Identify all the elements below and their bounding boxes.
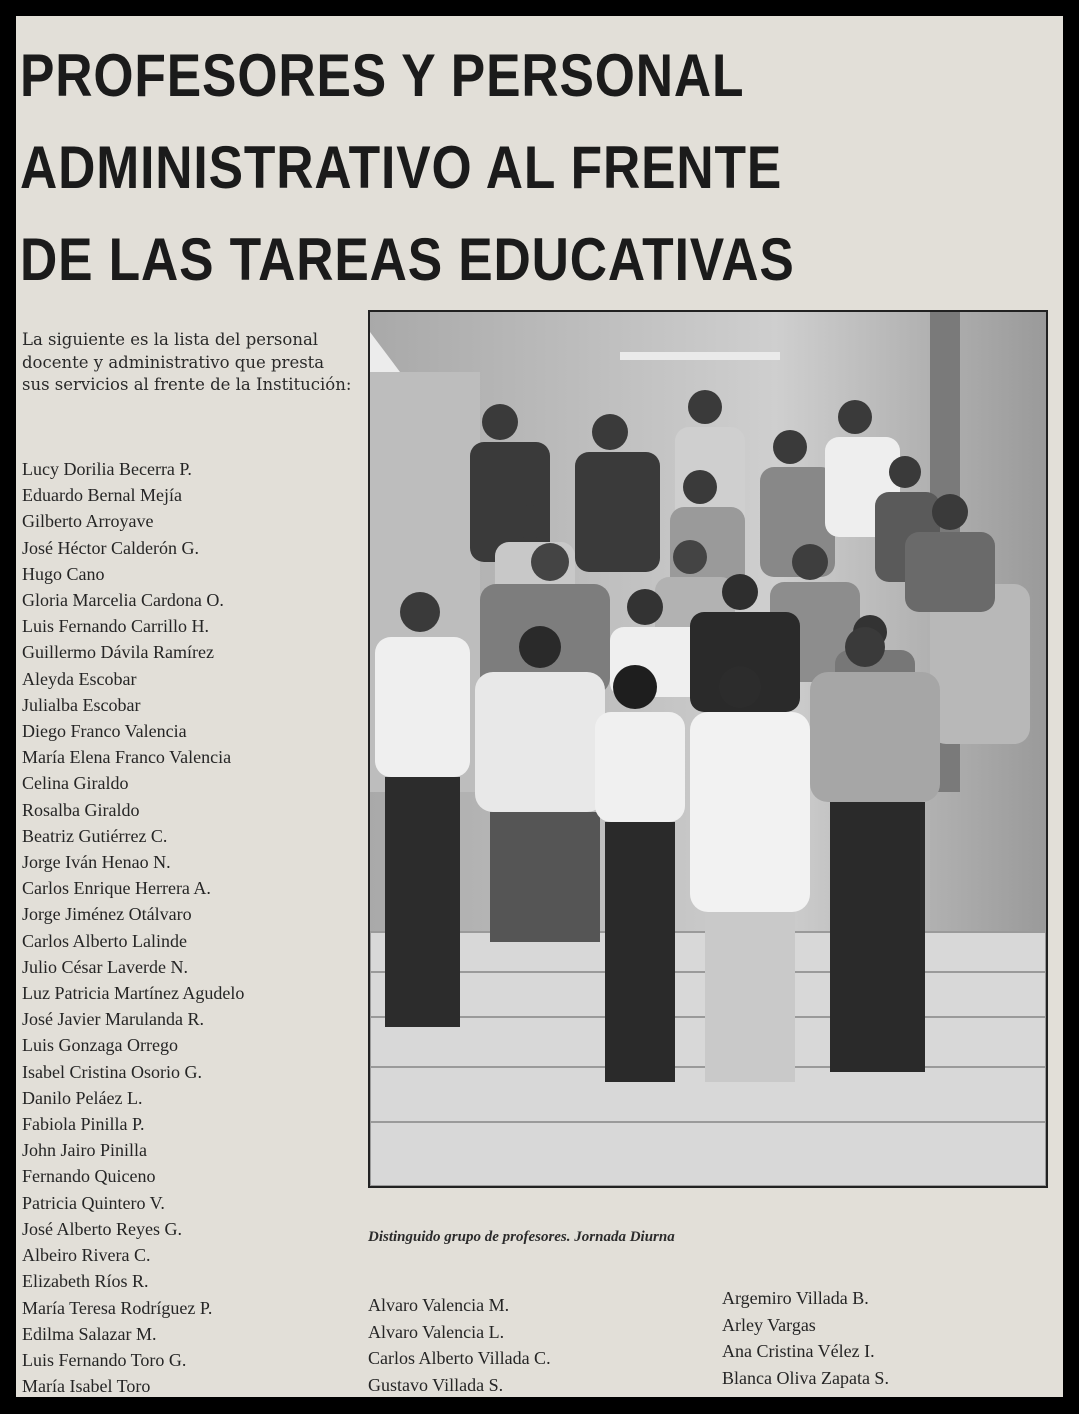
staff-name: Jorge Jiménez Otálvaro — [22, 904, 192, 925]
staff-list-middle — [368, 1292, 698, 1397]
staff-name: Hugo Cano — [22, 563, 105, 584]
staff-name: Beatriz Gutiérrez C. — [22, 825, 168, 846]
staff-name: Isabel Cristina Osorio G. — [22, 1061, 202, 1082]
staff-name: Patricia Quintero V. — [22, 1192, 165, 1213]
staff-name: Jorge Iván Henao N. — [22, 852, 171, 873]
headline-line-1: PROFESORES Y PERSONAL — [20, 42, 745, 109]
newspaper-page — [16, 16, 1063, 1397]
staff-list-left — [22, 456, 362, 1397]
staff-name: María Teresa Rodríguez P. — [22, 1297, 213, 1318]
staff-name: Albeiro Rivera C. — [22, 1245, 151, 1266]
staff-name: Aleyda Escobar — [22, 668, 137, 689]
staff-name: Fabiola Pinilla P. — [22, 1114, 145, 1135]
intro-paragraph: La siguiente es la lista del personal docente y administrativo que presta sus servicios al frente de la Institución: — [22, 330, 352, 394]
staff-name: Ana Cristina Vélez I. — [722, 1341, 875, 1361]
staff-name: Julio César Laverde N. — [22, 956, 188, 977]
staff-name: Edilma Salazar M. — [22, 1323, 157, 1344]
staff-name: Luis Fernando Carrillo H. — [22, 616, 209, 637]
headline-line-2: ADMINISTRATIVO AL FRENTE — [20, 134, 783, 201]
staff-name: Carlos Alberto Villada C. — [368, 1348, 551, 1368]
staff-name: Julialba Escobar — [22, 694, 141, 715]
staff-name: Carlos Alberto Lalinde — [22, 930, 187, 951]
staff-name: Fernando Quiceno — [22, 1166, 156, 1187]
staff-name: María Isabel Toro — [22, 1376, 151, 1397]
staff-name: Arley Vargas — [722, 1314, 816, 1335]
headline — [20, 30, 880, 306]
staff-name: Lucy Dorilia Becerra P. — [22, 459, 192, 479]
staff-name: Guillermo Dávila Ramírez — [22, 642, 214, 663]
staff-name: Danilo Peláez L. — [22, 1087, 143, 1108]
staff-name: Luz Patricia Martínez Agudelo — [22, 983, 245, 1004]
staff-name: Elizabeth Ríos R. — [22, 1271, 149, 1292]
staff-name: Gloria Marcelia Cardona O. — [22, 590, 224, 611]
staff-name: José Alberto Reyes G. — [22, 1218, 182, 1239]
staff-name: Alvaro Valencia L. — [368, 1321, 505, 1342]
staff-name: Alvaro Valencia M. — [368, 1295, 510, 1315]
staff-name: José Héctor Calderón G. — [22, 537, 199, 558]
group-photo-illustration — [370, 312, 1046, 1186]
staff-name: José Javier Marulanda R. — [22, 1009, 204, 1030]
staff-name: Carlos Enrique Herrera A. — [22, 878, 211, 899]
staff-name: Diego Franco Valencia — [22, 721, 187, 742]
photo-caption: Distinguido grupo de profesores. Jornada Diurna — [368, 1229, 675, 1245]
staff-name: Celina Giraldo — [22, 773, 129, 794]
staff-name: María Elena Franco Valencia — [22, 747, 232, 768]
staff-name: Gustavo Villada S. — [368, 1374, 504, 1395]
staff-name: Luis Gonzaga Orrego — [22, 1035, 178, 1056]
group-photo — [368, 310, 1048, 1188]
staff-name: Eduardo Bernal Mejía — [22, 485, 182, 506]
headline-line-3: DE LAS TAREAS EDUCATIVAS — [20, 226, 795, 293]
staff-name: Argemiro Villada B. — [722, 1288, 869, 1308]
staff-name: Gilberto Arroyave — [22, 511, 154, 532]
staff-name: Rosalba Giraldo — [22, 799, 140, 820]
staff-name: John Jairo Pinilla — [22, 1140, 147, 1161]
staff-name: Luis Fernando Toro G. — [22, 1349, 187, 1370]
staff-list-right — [722, 1285, 1052, 1391]
staff-name: Blanca Oliva Zapata S. — [722, 1367, 889, 1388]
